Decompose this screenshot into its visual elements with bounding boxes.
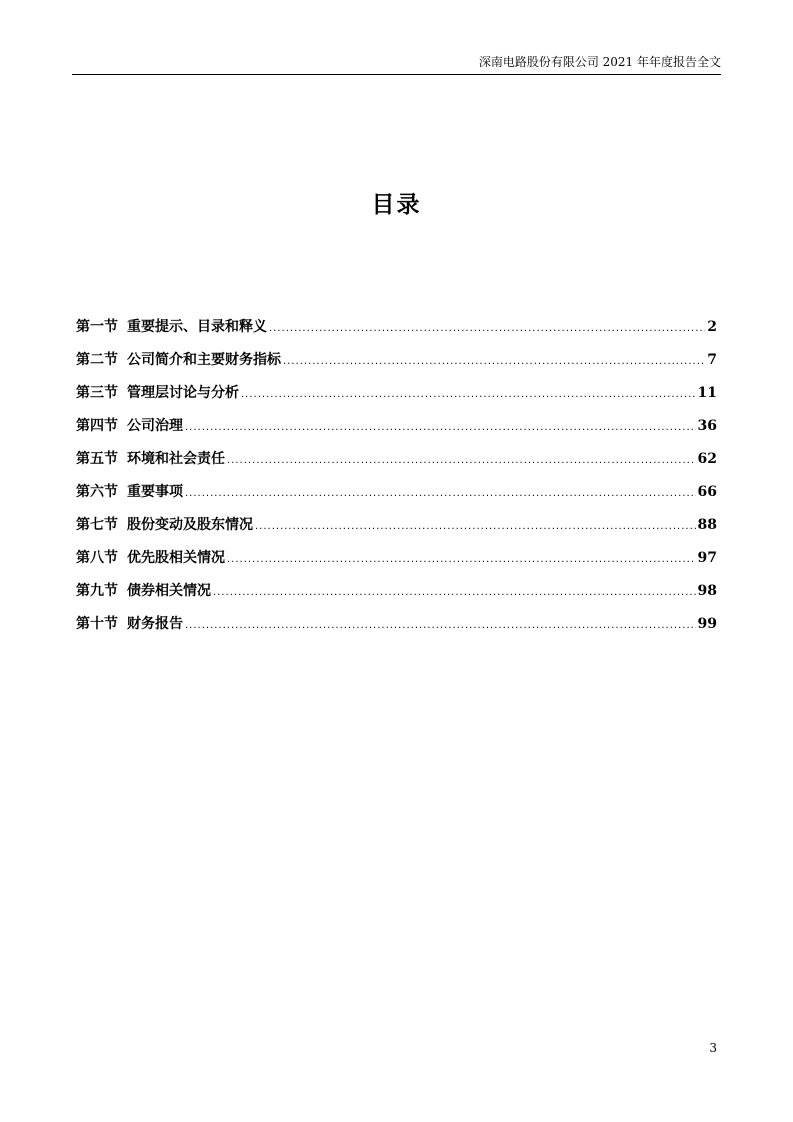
toc-dot-leader	[255, 521, 696, 532]
toc-section-number: 第六节	[76, 484, 118, 500]
toc-section-name: 公司治理	[127, 418, 183, 434]
toc-dot-leader	[227, 554, 696, 565]
toc-page-number: 11	[697, 385, 717, 401]
toc-page-number: 36	[697, 418, 717, 434]
toc-section-number: 第二节	[76, 352, 118, 368]
toc-page-number: 88	[697, 517, 717, 533]
toc-entry[interactable]	[76, 448, 717, 481]
toc-section-name: 重要事项	[127, 484, 183, 500]
toc-section-name: 管理层讨论与分析	[127, 385, 239, 401]
toc-title: 目录	[371, 192, 422, 218]
toc-section-number: 第三节	[76, 385, 118, 401]
toc-section-number: 第八节	[76, 550, 118, 566]
toc-dot-leader	[185, 488, 696, 499]
toc-page-number: 97	[697, 550, 717, 566]
toc-entry[interactable]	[76, 481, 717, 514]
toc-section-number: 第五节	[76, 451, 118, 467]
toc-entry[interactable]	[76, 349, 717, 382]
toc-section-name: 重要提示、目录和释义	[127, 319, 267, 335]
toc-page-number: 7	[707, 352, 717, 368]
toc-section-number: 第九节	[76, 583, 118, 599]
toc-dot-leader	[269, 323, 705, 334]
toc-page-number: 62	[697, 451, 717, 467]
toc-section-number: 第七节	[76, 517, 118, 533]
toc-entry[interactable]	[76, 415, 717, 448]
toc-dot-leader	[185, 422, 696, 433]
toc-page-number: 98	[697, 583, 717, 599]
toc-section-name: 公司简介和主要财务指标	[127, 352, 281, 368]
toc-dot-leader	[241, 389, 696, 400]
toc-page-number: 66	[697, 484, 717, 500]
toc-dot-leader	[185, 620, 696, 631]
toc-section-number: 第四节	[76, 418, 118, 434]
toc-entry[interactable]	[76, 316, 717, 349]
toc-section-name: 优先股相关情况	[127, 550, 225, 566]
toc-page-number: 2	[707, 319, 717, 335]
toc-section-name: 环境和社会责任	[127, 451, 225, 467]
header-title: 深南电路股份有限公司 2021 年年度报告全文	[478, 55, 721, 69]
table-of-contents	[76, 316, 717, 646]
page-header	[72, 54, 721, 75]
toc-entry[interactable]	[76, 580, 717, 613]
toc-dot-leader	[283, 356, 705, 367]
toc-section-name: 财务报告	[127, 616, 183, 632]
toc-entry[interactable]	[76, 613, 717, 646]
toc-dot-leader	[227, 455, 696, 466]
toc-entry[interactable]	[76, 514, 717, 547]
toc-page-number: 99	[697, 616, 717, 632]
toc-entry[interactable]	[76, 547, 717, 580]
toc-dot-leader	[213, 587, 696, 598]
toc-entry[interactable]	[76, 382, 717, 415]
toc-section-number: 第十节	[76, 616, 118, 632]
toc-section-name: 股份变动及股东情况	[127, 517, 253, 533]
toc-section-number: 第一节	[76, 319, 118, 335]
toc-section-name: 债券相关情况	[127, 583, 211, 599]
page-number: 3	[709, 1041, 717, 1055]
